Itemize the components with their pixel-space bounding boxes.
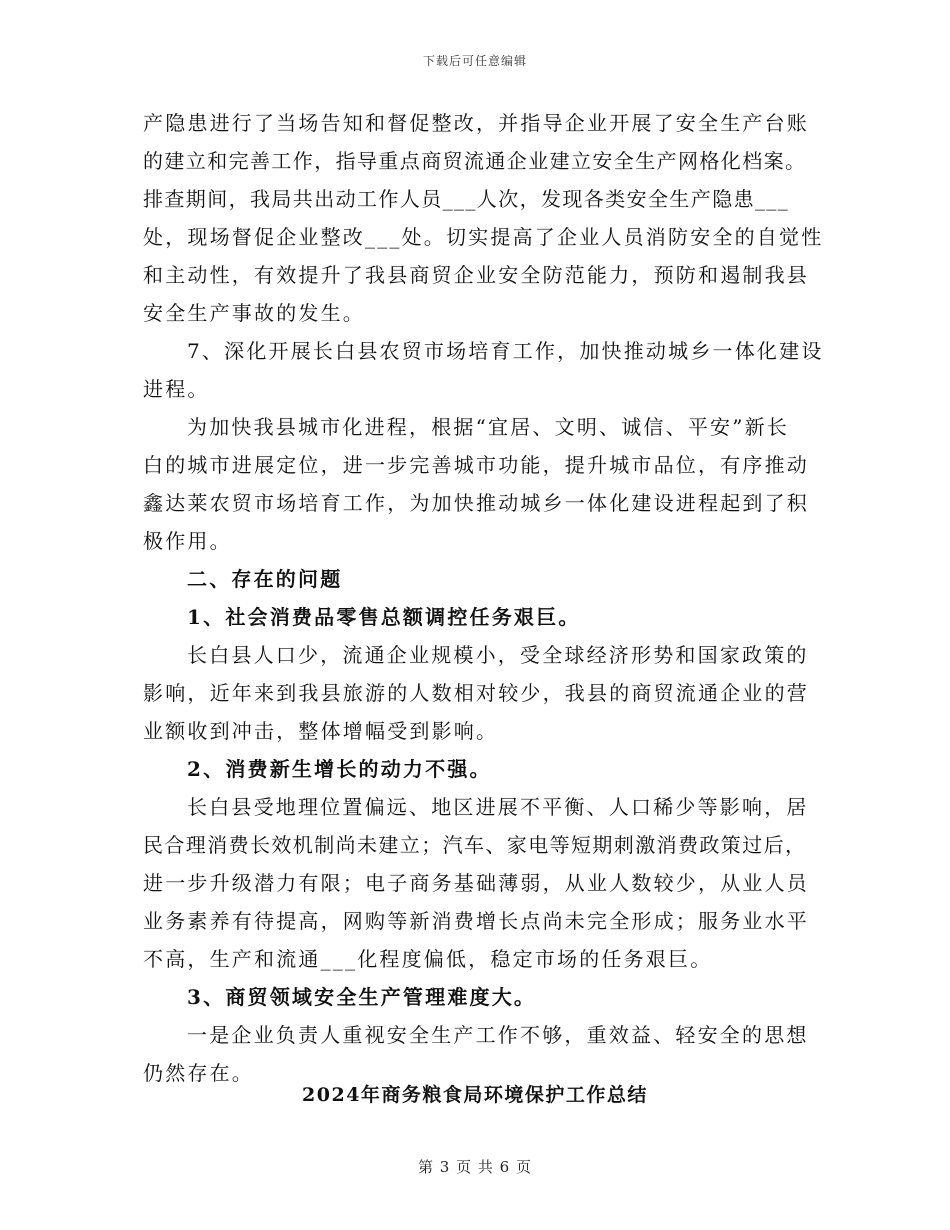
paragraph-line: 业额收到冲击，整体增幅受到影响。: [143, 719, 499, 743]
paragraph-line: 进程。: [143, 377, 210, 401]
subsection-heading: 3、商贸领域安全生产管理难度大。: [187, 985, 537, 1009]
paragraph-line: 民合理消费长效机制尚未建立；汽车、家电等短期刺激消费政策过后，: [143, 833, 807, 857]
paragraph-line: 长白县受地理位置偏远、地区进展不平衡、人口稀少等影响，居: [187, 795, 809, 819]
paragraph-line: 进一步升级潜力有限；电子商务基础薄弱，从业人数较少，从业人员: [143, 871, 809, 895]
section-item-heading: 7、深化开展长白县农贸市场培育工作，加快推动城乡一体化建设: [187, 339, 824, 363]
paragraph-line: 不高，生产和流通___化程度偏低，稳定市场的任务艰巨。: [143, 947, 713, 971]
paragraph-line: 的建立和完善工作，指导重点商贸流通企业建立安全生产网格化档案。: [143, 149, 807, 173]
subsection-heading: 1、社会消费品零售总额调控任务艰巨。: [187, 605, 581, 629]
paragraph-line: 一是企业负责人重视安全生产工作不够，重效益、轻安全的思想: [187, 1023, 809, 1047]
page-header: 下载后可任意编辑: [422, 54, 527, 68]
paragraph-line: 处，现场督促企业整改___处。切实提高了企业人员消防安全的自觉性: [143, 225, 824, 249]
paragraph-line: 仍然存在。: [143, 1061, 254, 1085]
page-number: 第 3 页 共 6 页: [418, 1158, 532, 1176]
paragraph-line: 为加快我县城市化进程，根据“宜居、文明、诚信、平安”新长: [187, 415, 790, 439]
paragraph-line: 极作用。: [143, 529, 232, 553]
next-document-title: 2024年商务粮食局环境保护工作总结: [302, 1084, 648, 1106]
section-heading: 二、存在的问题: [187, 567, 343, 591]
paragraph-line: 长白县人口少，流通企业规模小，受全球经济形势和国家政策的: [187, 643, 809, 667]
paragraph-line: 鑫达莱农贸市场培育工作，为加快推动城乡一体化建设进程起到了积: [143, 491, 809, 515]
paragraph-line: 排查期间，我局共出动工作人员___人次，发现各类安全生产隐患___: [143, 187, 790, 211]
paragraph-line: 安全生产事故的发生。: [143, 301, 365, 325]
paragraph-line: 产隐患进行了当场告知和督促整改，并指导企业开展了安全生产台账: [143, 111, 809, 135]
paragraph-line: 和主动性，有效提升了我县商贸企业安全防范能力，预防和遏制我县: [143, 263, 809, 287]
subsection-heading: 2、消费新生增长的动力不强。: [187, 757, 492, 781]
paragraph-line: 白的城市进展定位，进一步完善城市功能，提升城市品位，有序推动: [143, 453, 809, 477]
document-body: [143, 104, 824, 1092]
paragraph-line: 影响，近年来到我县旅游的人数相对较少，我县的商贸流通企业的营: [143, 681, 809, 705]
paragraph-line: 业务素养有待提高，网购等新消费增长点尚未完全形成；服务业水平: [143, 909, 809, 933]
